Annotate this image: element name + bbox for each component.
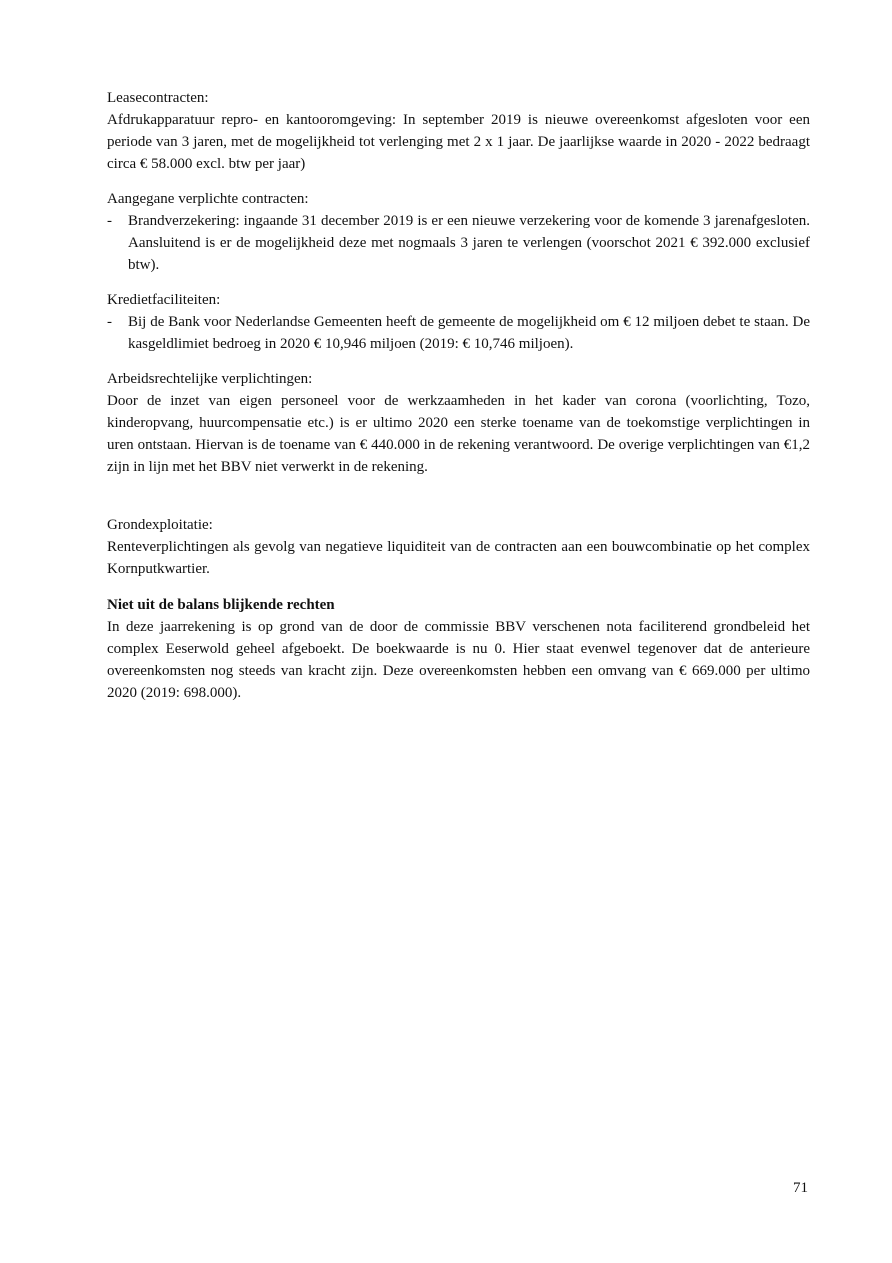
rights-text: In deze jaarrekening is op grond van de door de commissie BBV verschenen nota faciliterend grondbeleid het complex Eeserwold geheel afgeboekt. De boekwaarde is nu 0. Hier staat evenwel tegenover dat de anterieure overeenkomsten nog steeds van kracht zijn. Deze overeenkomsten hebben een omvang van € 669.000 per ultimo 2020 (2019: 698.000).: [107, 619, 810, 701]
obligations-heading: Aangegane verplichte contracten:: [107, 191, 309, 207]
land-text: Renteverplichtingen als gevolg van negatieve liquiditeit van de contracten aan een bouwcombinatie op het complex Kornputkwartier.: [107, 539, 810, 577]
document-page: [107, 87, 810, 704]
rights-heading: Niet uit de balans blijkende rechten: [107, 597, 335, 613]
credit-heading: Kredietfaciliteiten:: [107, 292, 221, 308]
lease-section: [107, 87, 810, 175]
lease-heading: Leasecontracten:: [107, 90, 209, 106]
credit-section: [107, 289, 810, 355]
labour-text: Door de inzet van eigen personeel voor de werkzaamheden in het kader van corona (voorlichting, Tozo, kinderopvang, huurcompensatie etc.) is er ultimo 2020 een sterke toename van de toekomstige verplichtingen in uren ontstaan. Hiervan is de toename van € 440.000 in de rekening verantwoord. De overige verplichtingen van €1,2 zijn in lijn met het BBV niet verwerkt in de rekening.: [107, 393, 810, 475]
land-heading: Grondexploitatie:: [107, 517, 213, 533]
page-number: 71: [793, 1180, 808, 1196]
labour-heading: Arbeidsrechtelijke verplichtingen:: [107, 371, 313, 387]
land-section: [107, 514, 810, 580]
credit-bullet-item: [107, 311, 810, 355]
labour-section: [107, 368, 810, 478]
lease-text: Afdrukapparatuur repro- en kantooromgeving: In september 2019 is nieuwe overeenkomst afgesloten voor een periode van 3 jaren, met de mogelijkheid tot verlenging met 2 x 1 jaar. De jaarlijkse waarde in 2020 - 2022 bedraagt circa € 58.000 excl. btw per jaar): [107, 112, 810, 172]
credit-bullet-text: Bij de Bank voor Nederlandse Gemeenten heeft de gemeente de mogelijkheid om € 12 miljoen debet te staan. De kasgeldlimiet bedroeg in 2020 € 10,946 miljoen (2019: € 10,746 miljoen).: [128, 314, 810, 352]
rights-section: [107, 594, 810, 704]
obligations-bullet-item: [107, 210, 810, 276]
obligations-section: [107, 188, 810, 276]
obligations-bullet-text: Brandverzekering: ingaande 31 december 2019 is er een nieuwe verzekering voor de komende 3 jarenafgesloten. Aansluitend is er de mogelijkheid deze met nogmaals 3 jaren te verlengen (voorschot 2021 € 392.000 exclusief btw).: [128, 213, 810, 273]
bullet-marker: -: [107, 213, 112, 229]
bullet-marker: -: [107, 314, 112, 330]
